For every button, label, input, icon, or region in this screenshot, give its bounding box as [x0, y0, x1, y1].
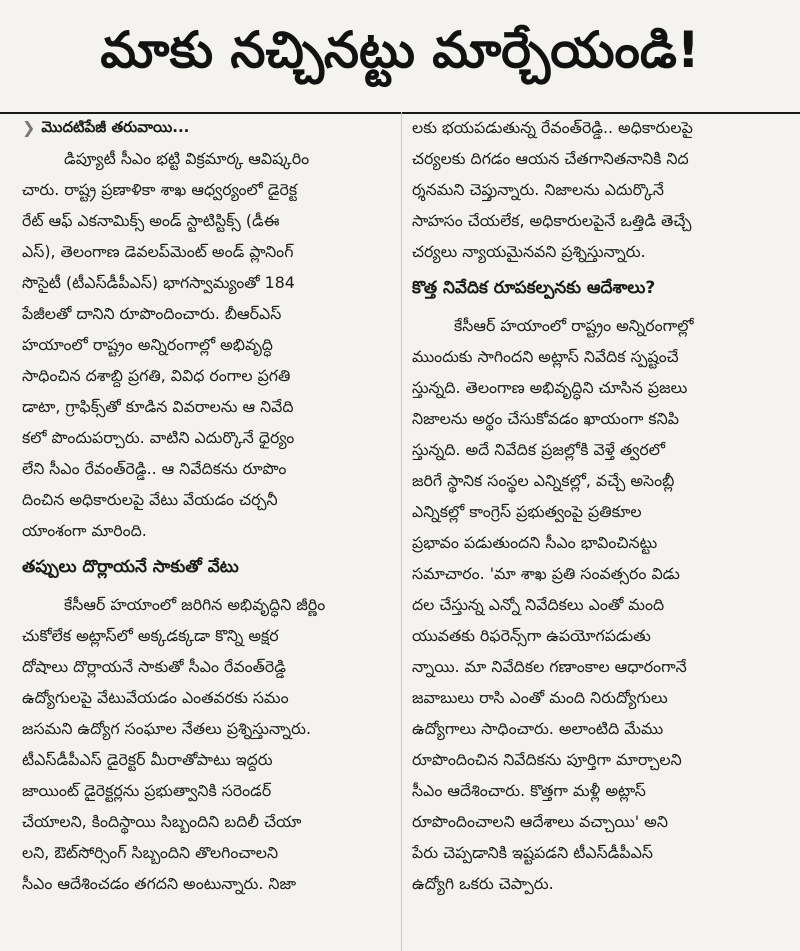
text-line: హయాంలో రాష్ట్రం అన్నిరంగాల్లో అభివృద్ధి [22, 335, 273, 354]
text-line: దల చేస్తున్న ఎన్నో నివేదికలు ఎంతో మంది [412, 595, 665, 614]
text-line: జవాబులు రాసి ఎంతో మంది నిరుద్యోగులు [412, 688, 668, 707]
text-line: కలో పొందుపర్చారు. వాటిని ఎదుర్కొనే ధైర్యం [22, 428, 295, 447]
text-line: ర్శనమని చెప్తున్నారు. నిజాలను ఎదుర్కొనే [412, 180, 664, 199]
left-column [22, 112, 394, 951]
kicker-text: మొదటిపేజీ తరువాయి... [41, 118, 190, 136]
continuation-kicker [22, 112, 394, 143]
text-line: యాంశంగా మారింది. [22, 521, 147, 540]
text-line: దించిన అధికారులపై వేటు వేయడం చర్చనీ [22, 490, 278, 509]
text-line: పేజీలతో దానిని రూపొందించారు. బీఆర్‌ఎస్ [22, 304, 282, 323]
section-subheading: తప్పులు దొర్లాయనే సాకుతో వేటు [22, 557, 239, 577]
text-line: స్తున్నది. అదే నివేదిక ప్రజల్లోకి వెళ్తే త్వరలో [412, 440, 665, 459]
column-divider [401, 112, 402, 951]
text-line: ఎస్), తెలంగాణ డెవలప్‌మెంట్ అండ్ ప్లానింగ్ [22, 242, 294, 261]
left-paragraph-2 [22, 589, 394, 899]
text-line: లకు భయపడుతున్న రేవంత్‌రెడ్డి.. అధికారులపై [412, 118, 693, 137]
text-line: డాటా, గ్రాఫిక్స్‌తో కూడిన వివరాలను ఆ నివేది [22, 397, 294, 416]
text-line: సీఎం ఆదేశించారు. కొత్తగా మళ్లీ అట్లాస్ [412, 781, 646, 800]
text-line: జరిగే స్థానిక సంస్థల ఎన్నికల్లో, వచ్చే అసెంబ్లీ [412, 471, 675, 490]
right-paragraph-1 [412, 112, 782, 267]
text-line: న్నాయి. మా నివేదికల గణాంకాల ఆధారంగానే [412, 657, 687, 676]
text-line: చర్యలకు దిగడం ఆయన చేతగానితనానికి నిద [412, 149, 689, 168]
headline: మాకు నచ్చినట్టు మార్చేయండి! [0, 0, 800, 114]
text-line: రూపొందించాలని ఆదేశాలు వచ్చాయి' అని [412, 812, 668, 831]
text-line: కేసీఆర్ హయాంలో జరిగిన అభివృద్ధిని జీర్ణిం [64, 595, 326, 614]
text-line: ఎన్నికల్లో కాంగ్రెస్ ప్రభుత్వంపై ప్రతికూల [412, 502, 642, 521]
left-paragraph-1 [22, 143, 394, 546]
chevron-right-icon: ❯ [22, 118, 36, 137]
text-line: ఉద్యోగి ఒకరు చెప్పారు. [412, 874, 554, 893]
text-line: దోషాలు దొర్లాయనే సాకుతో సీఎం రేవంత్‌రెడ్డి [22, 657, 286, 676]
text-line: నిజాలను అర్థం చేసుకోవడం ఖాయంగా కనిపి [412, 409, 679, 428]
text-line: పేరు చెప్పడానికి ఇష్టపడని టీఎస్‌డీపీఎస్ [412, 843, 653, 862]
text-line: ప్రభావం పడుతుందని సీఎం భావించినట్టు [412, 533, 658, 552]
text-line: సమాచారం. 'మా శాఖ ప్రతి సంవత్సరం విడు [412, 564, 680, 583]
right-paragraph-2 [412, 310, 782, 899]
text-line: సాధించిన దశాబ్ది ప్రగతి, వివిధ రంగాల ప్రగతి [22, 366, 291, 385]
text-line: రేట్ ఆఫ్ ఎకనామిక్స్ అండ్ స్టాటిస్టిక్స్ (డీఈ [22, 211, 280, 230]
text-line: ఉద్యోగాలు సాధించారు. అలాంటిది మేము [412, 719, 664, 738]
text-line: సాహసం చేయలేక, అధికారులపైనే ఒత్తిడి తెచ్చే [412, 211, 692, 230]
text-line: ఉద్యోగులపై వేటువేయడం ఎంతవరకు సమం [22, 688, 289, 707]
text-line: ముందుకు సాగిందని అట్లాస్ నివేదిక స్పష్టంచే [412, 347, 679, 366]
text-line: చారు. రాష్ట్ర ప్రణాళికా శాఖ ఆధ్వర్యంలో డైరెక్ట [22, 180, 298, 199]
text-line: జాయింట్ డైరెక్టర్లను ప్రభుత్వానికి సరెండర్ [22, 781, 272, 800]
text-line: టీఎస్‌డీపీఎస్ డైరెక్టర్ మీరాతోపాటు ఇద్దరు [22, 750, 273, 769]
text-line: జసమని ఉద్యోగ సంఘాల నేతలు ప్రశ్నిస్తున్నారు. [22, 719, 311, 738]
text-line: రూపొందించిన నివేదికను పూర్తిగా మార్చాలని [412, 750, 682, 769]
text-line: కేసీఆర్ హయాంలో రాష్ట్రం అన్నిరంగాల్లో [454, 316, 694, 335]
text-line: లని, ఔట్‌సోర్సింగ్ సిబ్బందిని తొలగించాలని [22, 843, 279, 862]
text-line: డిప్యూటీ సీఎం భట్టి విక్రమార్క ఆవిష్కరిం [64, 149, 310, 168]
text-line: సీఎం ఆదేశించడం తగదని అంటున్నారు. నిజా [22, 874, 297, 893]
text-line: చర్యలు న్యాయమైనవని ప్రశ్నిస్తున్నారు. [412, 242, 646, 261]
text-line: యువతకు రిఫరెన్స్‌గా ఉపయోగపడుతు [412, 626, 651, 645]
right-column [412, 112, 782, 951]
text-line: చేయాలని, కిందిస్థాయి సిబ్బందిని బదిలీ చేయా [22, 812, 302, 831]
text-line: సొసైటీ (టీఎస్‌డీపీఎస్) భాగస్వామ్యంతో 184 [22, 273, 295, 292]
text-line: చుకోలేక అట్లాస్‌లో అక్కడక్కడా కొన్ని అక్షర [22, 626, 279, 645]
text-line: లేని సీఎం రేవంత్‌రెడ్డి.. ఆ నివేదికను రూపొం [22, 459, 287, 478]
section-subheading: కొత్త నివేదిక రూపకల్పనకు ఆదేశాలు? [412, 278, 656, 298]
text-line: స్తున్నది. తెలంగాణ అభివృద్ధిని చూసిన ప్రజలు [412, 378, 688, 397]
